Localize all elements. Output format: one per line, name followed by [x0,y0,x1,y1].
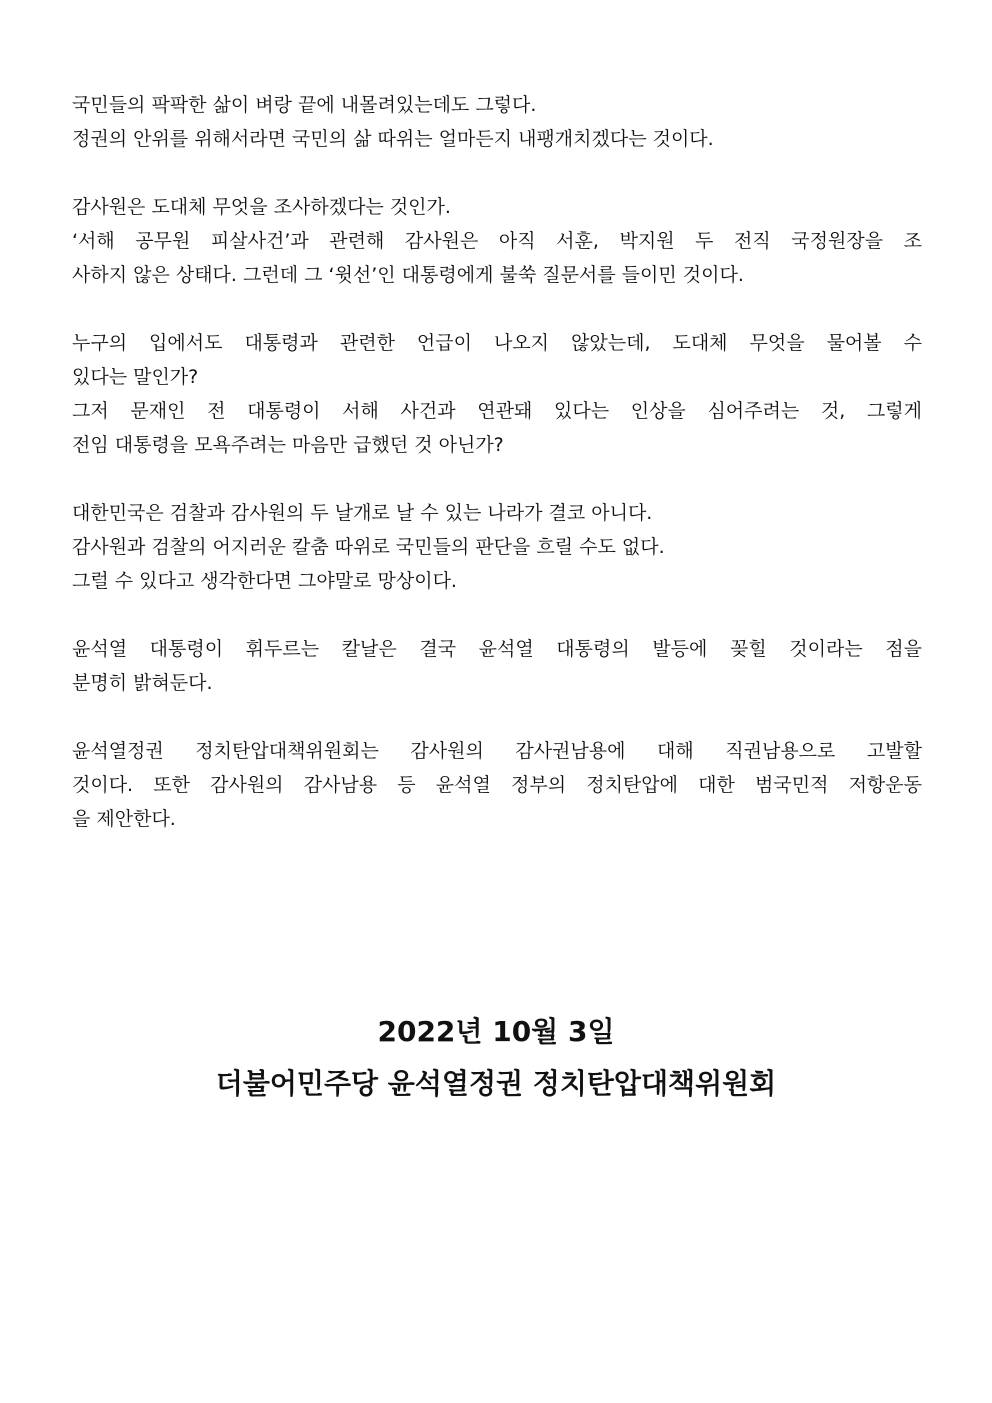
paragraph-1 [72,88,922,156]
text-line: 국민들의 팍팍한 삶이 벼랑 끝에 내몰려있는데도 그렇다. [72,94,537,116]
text-line: 윤석열정권 정치탄압대책위원회는 감사원의 감사권남용에 대해 직권남용으로 고발할 [72,740,922,762]
paragraph-3 [72,326,922,462]
text-line: 그저 문재인 전 대통령이 서해 사건과 연관돼 있다는 인상을 심어주려는 것, 그렇게 [72,400,922,422]
text-line: 전임 대통령을 모욕주려는 마음만 급했던 것 아닌가? [72,434,504,456]
text-line: 을 제안한다. [72,808,176,830]
paragraph-4 [72,496,922,598]
text-line: 윤석열 대통령이 휘두르는 칼날은 결국 윤석열 대통령의 발등에 꽂힐 것이라는 점을 [72,638,922,660]
statement-date: 2022년 10월 3일 [377,1015,615,1048]
text-line: 사하지 않은 상태다. 그런데 그 ‘윗선’인 대통령에게 불쑥 질문서를 들이민 것이다. [72,264,744,286]
paragraph-5 [72,632,922,700]
text-line: 그럴 수 있다고 생각한다면 그야말로 망상이다. [72,570,457,592]
statement-body [72,88,922,870]
paragraph-6 [72,734,922,836]
signature-block [0,1010,992,1106]
text-line: 것이다. 또한 감사원의 감사남용 등 윤석열 정부의 정치탄압에 대한 범국민적 저항운동 [72,774,922,796]
paragraph-2 [72,190,922,292]
text-line: 분명히 밝혀둔다. [72,672,213,694]
text-line: 감사원은 도대체 무엇을 조사하겠다는 것인가. [72,196,451,218]
text-line: 대한민국은 검찰과 감사원의 두 날개로 날 수 있는 나라가 결코 아니다. [72,502,653,524]
text-line: 감사원과 검찰의 어지러운 칼춤 따위로 국민들의 판단을 흐릴 수도 없다. [72,536,665,558]
text-line: 누구의 입에서도 대통령과 관련한 언급이 나오지 않았는데, 도대체 무엇을 물어볼 수 [72,332,922,354]
text-line: 있다는 말인가? [72,366,199,388]
issuing-organization: 더불어민주당 윤석열정권 정치탄압대책위원회 [215,1067,777,1100]
text-line: ‘서해 공무원 피살사건’과 관련해 감사원은 아직 서훈, 박지원 두 전직 국정원장을 조 [72,230,922,252]
text-line: 정권의 안위를 위해서라면 국민의 삶 따위는 얼마든지 내팽개치겠다는 것이다. [72,128,714,150]
